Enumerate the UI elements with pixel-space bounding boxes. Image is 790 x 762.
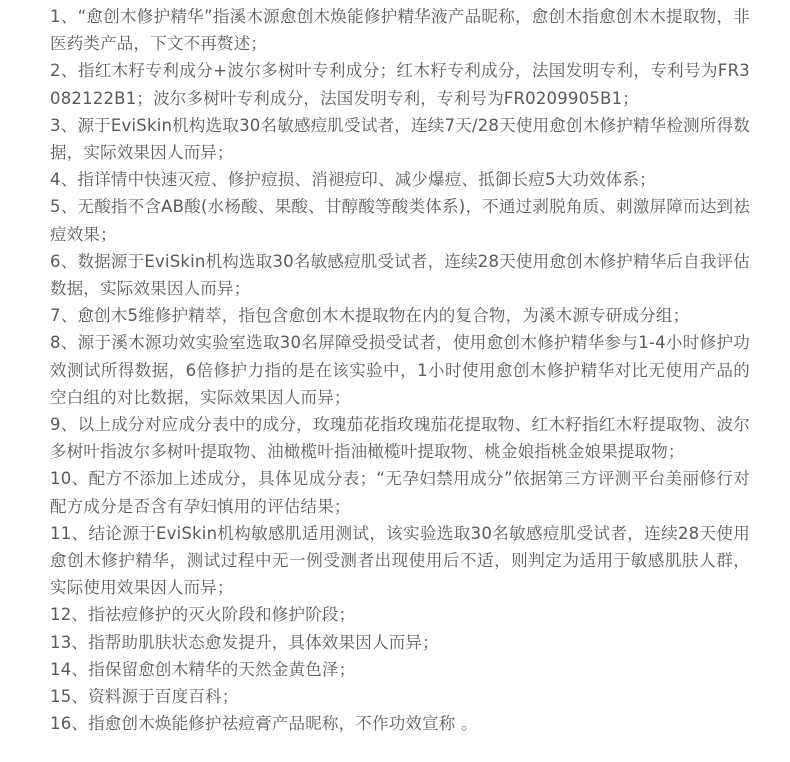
footnote-3: 3、源于EviSkin机构选取30名敏感痘肌受试者，连续7天/28天使用愈创木修护精华检测所得数据，实际效果因人而异； (50, 115, 750, 163)
footnote-8: 8、源于溪木源功效实验室选取30名屏障受损受试者，使用愈创木修护精华参与1-4小时修护功效测试所得数据，6倍修护力指的是在该实验中，1小时使用愈创木修护精华对比无使用产品的空白组的对比数据，实际效果因人而异； (50, 333, 750, 407)
footnote-12: 12、指祛痘修护的灭火阶段和修护阶段； (50, 605, 356, 625)
footnote-15: 15、资料源于百度百科； (50, 687, 239, 707)
footnotes-list (50, 3, 750, 737)
footnote-6: 6、数据源于EviSkin机构选取30名敏感痘肌受试者，连续28天使用愈创木修护精华后自我评估数据，实际效果因人而异； (50, 251, 750, 299)
footnote-10: 10、配方不添加上述成分，具体见成分表；“无孕妇禁用成分”依据第三方评测平台美丽修行对配方成分是否含有孕妇慎用的评估结果； (50, 469, 750, 516)
footnote-9: 9、以上成分对应成分表中的成分，玫瑰茄花指玫瑰茄花提取物、红木籽指红木籽提取物、波尔多树叶指波尔多树叶提取物、油橄榄叶指油橄榄叶提取物、桃金娘指桃金娘果提取物； (50, 415, 750, 462)
footnote-11: 11、结论源于EviSkin机构敏感肌适用测试，该实验选取30名敏感痘肌受试者，连续28天使用愈创木修护精华，测试过程中无一例受测者出现使用后不适，则判定为适用于敏感肌肤人群，实际使用效果因人而异； (50, 523, 750, 598)
footnote-14: 14、指保留愈创木精华的天然金黄色泽； (50, 659, 356, 679)
footnote-13: 13、指帮助肌肤状态愈发提升，具体效果因人而异； (50, 632, 439, 652)
footnote-5: 5、无酸指不含AB酸(水杨酸、果酸、甘醇酸等酸类体系)，不通过剥脱角质、刺激屏障而达到祛痘效果； (50, 197, 750, 244)
footnote-4: 4、指详情中快速灭痘、修护痘损、消褪痘印、减少爆痘、抵御长痘5大功效体系； (50, 170, 656, 190)
footnote-7: 7、愈创木5维修护精萃，指包含愈创木木提取物在内的复合物，为溪木源专研成分组； (50, 306, 690, 326)
footnote-2: 2、指红木籽专利成分+波尔多树叶专利成分；红木籽专利成分，法国发明专利，专利号为FR3082122B1；波尔多树叶专利成分，法国发明专利，专利号为FR0209905B1； (50, 61, 750, 108)
footnote-16: 16、指愈创木焕能修护祛痘膏产品昵称，不作功效宣称 。 (50, 714, 478, 734)
footnote-1: 1、“愈创木修护精华”指溪木源愈创木焕能修护精华液产品昵称，愈创木指愈创木木提取物，非医药类产品，下文不再赘述； (50, 7, 750, 54)
